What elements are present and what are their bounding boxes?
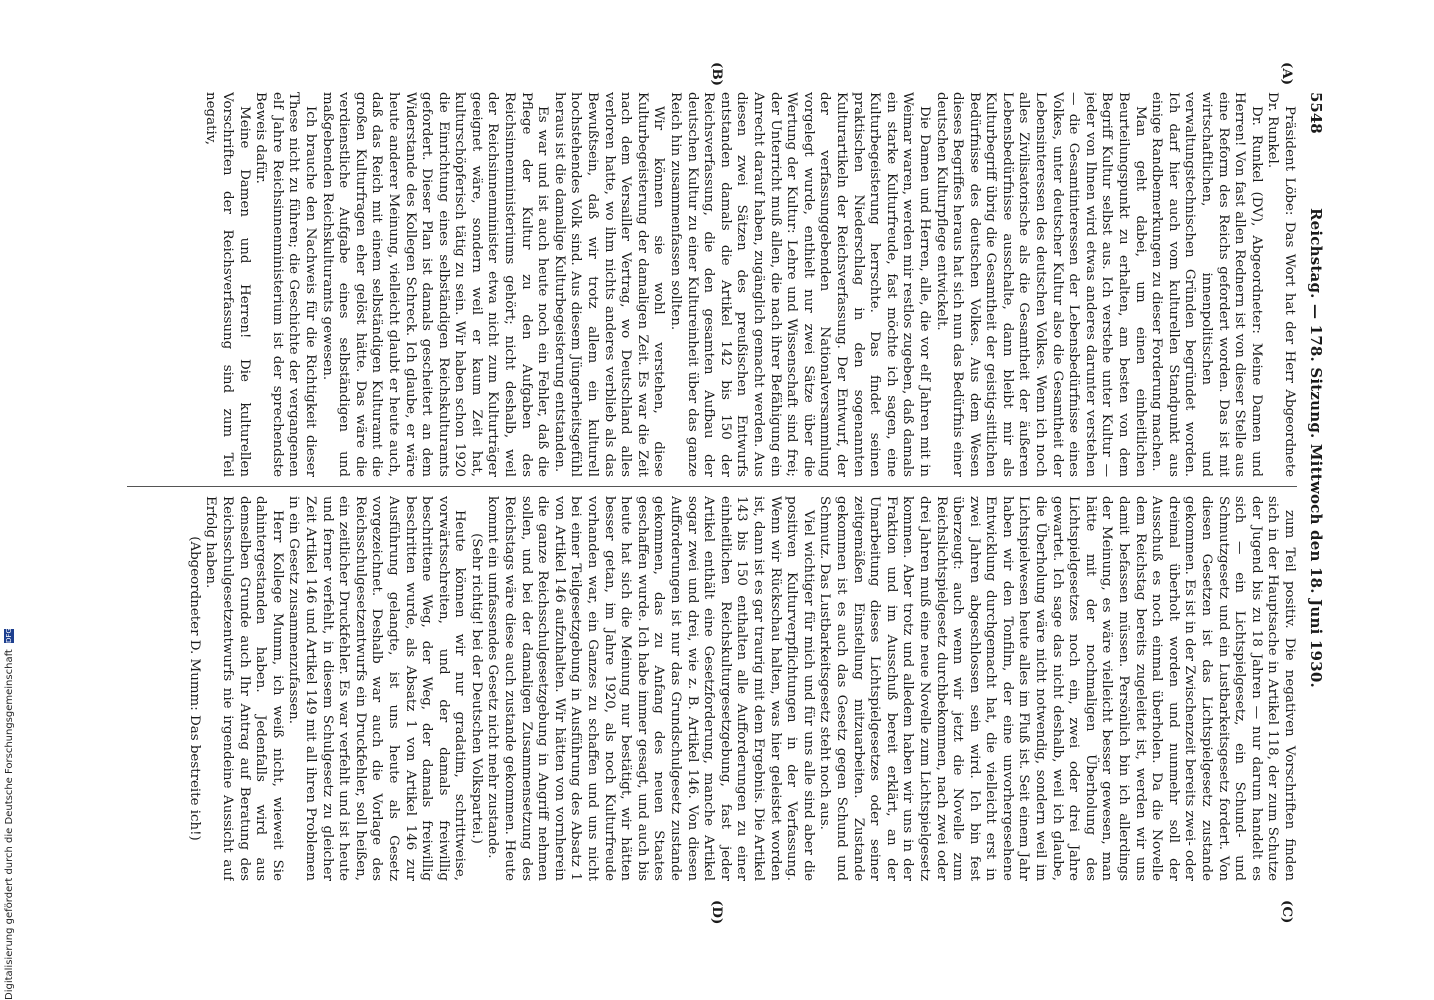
paragraph: Viel wichtiger für mich und für uns alle sind aber die positiven Kulturverpflichtungen in der Verfassung. Wenn wir Rückschau halten, was hier geleistet worden ist, dann ist es gar traurig mit dem Ergebnis. Die Artikel 143 bis 150 enthalten alle Aufforderungen zu einer einheitlichen Reichskulturgesetzgebung, fast jeder Artikel enthält eine Gesetzforderung, manche Artikel sogar zwei und drei, wie z. B. Artikel 146. Von diesen Aufforderungen ist nur das Grundschulgesetz zustande gekommen, das zu Anfang des neuen Staates geschaffen wurde. Ich habe immer gesagt, und auch bis heute hat sich die Meinung nur bestätigt, wir hätten besser getan, im Jahre 1920, als noch Kulturfreude vorhanden war, ein Ganzes zu schaffen und uns nicht bei einer Teilgesetzgebung in Ausführung des Absatz 1 von Artikel 146 aufzuhalten. Wir hätten von vornherein die ganze Reichsschulgesetzgebung in Angriff nehmen sollen, und bei der damaligen Zusammensetzung des Reichstags wäre diese auch zustande gekommen. Heute kommt ein umfassendes Gesetz nicht mehr zustande.	[485, 496, 816, 881]
column-divider	[127, 486, 1297, 487]
paragraph: Ich brauche den Nachweis für die Richtigkeit dieser These nicht zu führen; die Geschichte der vergangenen elf Jahre Reichsinnenministerium ist der sprechendste Beweis dafür.	[253, 92, 318, 477]
paragraph: Herr Kollege Mumm, ich weiß nicht, wieweit Sie dahintergestanden haben. Jedenfalls wird aus demselben Grunde auch Ihr Antrag auf Beratung des Reichsschulgesetzentwurfs nie irgendeine Aussicht auf Erfolg haben.	[203, 496, 285, 881]
paragraph: Es war und ist auch heute noch ein Fehler, daß die Pflege der Kultur zu den Aufgaben des Reichsinnenministeriums gehört; nicht deshalb, weil der Reichsinnenminister etwa nicht zum Kulturträger geeignet wäre, sondern weil er kaum Zeit hat, kulturschöpferisch tätig zu sein. Wir haben schon 1920 die Einrichtung eines selbständigen Reichskulturamts gefordert. Dieser Plan ist damals gescheitert an dem Widerstande des Kollegen Schreck. Ich glaube, er wäre heute anderer Meinung, vielleicht glaubt er heute auch, daß das Reich mit einem selbständigen Kulturamt die großen Kulturfragen eher gelöst hätte. Das wäre die verdienstliche Aufgabe eines selbständigen und maßgebenden Reichskulturamts gewesen.	[319, 92, 551, 477]
page-number: 5548	[1307, 92, 1325, 134]
paragraph: Meine Damen und Herren! Die kulturellen Vorschriften der Reichsverfassung sind zum Teil negativ,	[203, 92, 252, 477]
running-head: Reichstag. — 178. Sitzung. Mittwoch den 18. Juni 1930.	[1307, 208, 1325, 688]
margin-marker-d: (D)	[709, 900, 725, 925]
dfg-logo-icon: DFG	[5, 628, 13, 643]
margin-marker-a: (A)	[1279, 62, 1295, 86]
paragraph: Man geht dabei, um einen einheitlichen Beurteilungspunkt zu erhalten, am besten von dem Begriff Kultur selbst aus. Ich verstehe unter Kultur — jeder von Ihnen wird etwas anderes darunter verstehen — die Gesamtinteressen der Lebensbedürfnisse eines Volkes, unter deutscher Kultur also die Gesamtheit der Lebensinteressen des deutschen Volkes. Wenn ich noch alles Zivilisatorische als die Gesamtheit der äußeren Lebensbedürfnisse ausschalte, dann bleibt mir als Kulturbegriff übrig die Gesamtheit der geistig-sittlichen Bedürfnisse des deutschen Volkes. Aus dem Wesen dieses Begriffes heraus hat sich nun das Bedürfnis einer deutschen Kulturpflege entwickelt.	[933, 92, 1148, 477]
paragraph: Wir können sie wohl verstehen, diese Kulturbegeisterung der damaligen Zeit. Es war die Zeit nach dem Versailler Vertrag, wo Deutschland alles verloren hatte, wo ihm nichts anderes verblieb als das Bewußtsein, daß wir trotz allem ein kulturell hochstehendes Volk sind. Aus diesem Jüngerheitsgefühl heraus ist die damalige Kulturbegeisterung entstanden.	[551, 92, 667, 477]
paragraph: Die Damen und Herren, alle, die vor elf Jahren mit in Weimar waren, werden mir restlos zugeben, daß damals ein starke Kulturfreude, fast möchte ich sagen, eine Kulturbegeisterung herrschte. Das findet seinen praktischen Niederschlag in den sogenannten Kulturartikeln der Reichsverfassung. Der Entwurf, der der verfassunggebenden Nationalversammlung vorgelegt wurde, enthielt nur zwei Sätze über die Wertung der Kultur: Lehre und Wissenschaft sind frei; der Unterricht muß allen, die nach ihrer Befähigung ein Anrecht darauf haben, zugänglich gemacht werden. Aus diesen zwei Sätzen des preußischen Entwurfs entstanden damals die Artikel 142 bis 150 der Reichsverfassung, die den gesamten Aufbau der deutschen Kultur zu einer Kultureinheit über das ganze Reich hin zusammenfassen sollten.	[668, 92, 932, 477]
right-text-column	[107, 496, 1297, 881]
rotated-page-content	[105, 62, 1325, 925]
paragraph: Präsident Löbe: Das Wort hat der Herr Abgeordnete Dr. Runkel.	[1265, 92, 1297, 477]
credit-text: Digitalisierung gefördert durch die Deutsche Forschungsgemeinschaft	[4, 649, 15, 1000]
interjection: (Abgeordneter D. Mumm: Das bestreite ich!)	[186, 536, 202, 841]
paragraph: Dr. Runkel (DV), Abgeordneter: Meine Damen und Herren! Von fast allen Rednern ist von dieser Stelle aus eine Reform des Reichs gefordert worden. Das ist mit wirtschaftlichen, innenpolitischen und verwaltungstechnischen Gründen begründet worden. Ich darf hier auch vom kulturellen Standpunkt aus einige Randbemerkungen zu dieser Forderung machen.	[1149, 92, 1264, 477]
paragraph: zum Teil positiv. Die negativen Vorschriften finden sich in der Hauptsache in Artikel 118, der zum Schutze der Jugend bis zu 18 Jahren — nur darum handelt es sich — ein Lichtspielgesetz, ein Schund- und Schmutzgesetz und ein Lustbarkeitsgesetz fordert. Von diesen Gesetzen ist das Lichtspielgesetz zustande gekommen. Es ist in der Zwischenzeit bereits zwei- oder dreimal überholt worden und nunmehr soll der Ausschuß es noch einmal überholen. Da die Novelle dem Reichstag bereits zugeleitet ist, werden wir uns damit befassen müssen. Persönlich bin ich allerdings der Meinung, es wäre vielleicht besser gewesen, man hätte mit der nochmaligen Überholung des Lichtspielgesetzes noch ein, zwei oder drei Jahre gewartet. Ich sage das nicht deshalb, weil ich glaube, die Überholung wäre nicht notwendig, sondern weil im Lichtspielwesen heute alles im Fluß ist. Seit einem Jahr haben wir den Tonfilm, der eine unvorhergesehene Entwicklung durchgemacht hat, die vielleicht erst in zwei Jahren abgeschlossen sein wird. Ich bin fest überzeugt: auch wenn wir jetzt die Novelle zum Reichslichtspielgesetz durchbekommen, nach zwei oder drei Jahren muß eine neue Novelle zum Lichtspielgesetz kommen. Aber trotz und alledem haben wir uns in der Fraktion und im Ausschuß bereit erklärt, an der Umarbeitung dieses Lichtspielgesetzes oder seiner zeitgemäßen Einstellung mitzuarbeiten. Zustande gekommen ist es auch das Gesetz gegen Schund und Schmutz. Das Lustbarkeitsgesetz steht noch aus.	[817, 496, 1297, 881]
margin-marker-c: (C)	[1279, 900, 1295, 924]
paragraph: Heute können wir nur gradatim, schrittweise, vorwärtsschreiten, und der damals freiwillig beschrittene Weg, der Weg, der damals freiwillig beschritten wurde, als Absatz 1 von Artikel 146 zur Ausführung gelangte, ist uns heute als Gesetz vorgezeichnet. Deshalb war auch die Vorlage des Reichsschulgesetzentwurfs ein Druckfehler, soll heißen, ein zeitlicher Druckfehler. Es war verfehlt und ist heute und ferner verfehlt, in diesem Schulgesetz zu gleicher Zeit Artikel 146 und Artikel 149 mit all ihren Problemen in ein Gesetz zusammenzufassen.	[286, 496, 468, 881]
left-text-column	[107, 92, 1297, 477]
digitization-credit	[4, 400, 20, 1000]
page-header	[1301, 92, 1325, 892]
interjection: (Sehr richtig! bei der Deutschen Volkspartei.)	[468, 533, 484, 844]
margin-marker-b: (B)	[709, 62, 725, 86]
